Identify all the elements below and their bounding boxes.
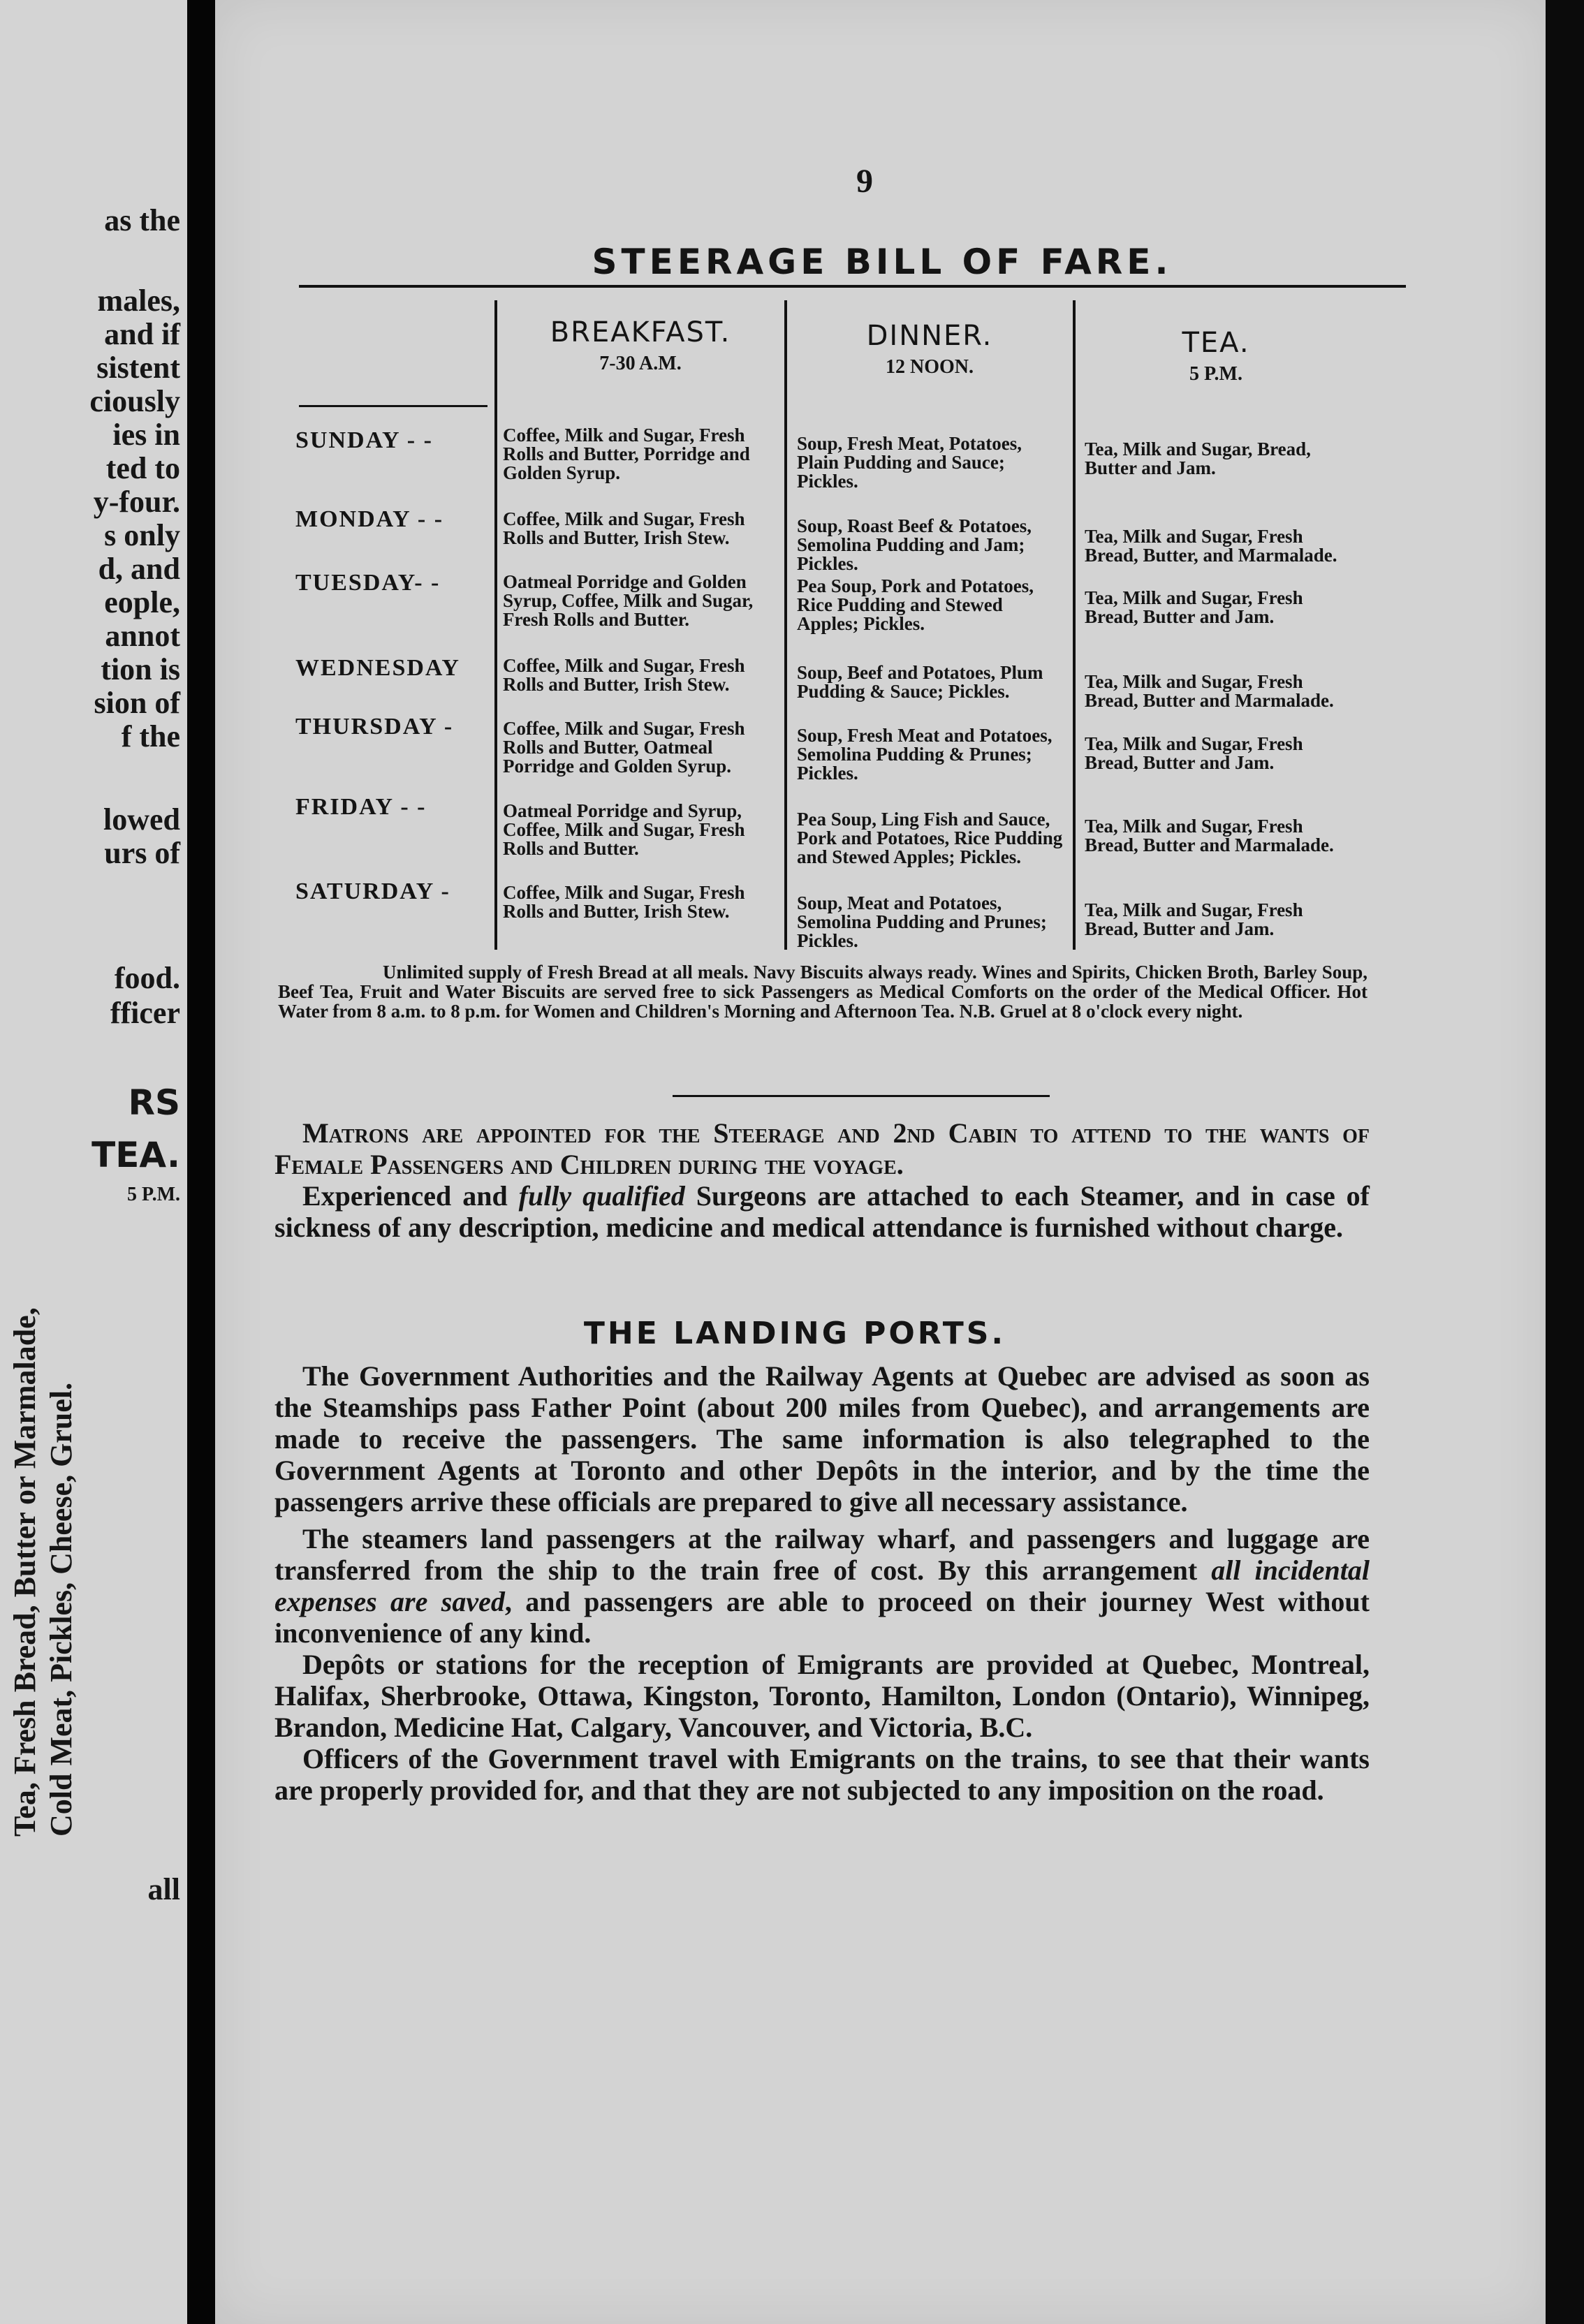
matrons-surgeons-text: [274, 1117, 1370, 1243]
facing-page-line: eople,: [104, 585, 180, 619]
landing-paragraph: Officers of the Government travel with Emigrants on the trains, to see that their wants are properly provided for, and that they are not subjected to any imposition on the road.: [274, 1743, 1370, 1806]
facing-page-line: fficer: [110, 996, 180, 1030]
breakfast-cell: Coffee, Milk and Sugar, Fresh Rolls and Butter, Irish Stew.: [503, 655, 745, 695]
facing-heading-fragment: RS: [128, 1082, 180, 1123]
facing-page-line: ciously: [89, 384, 180, 418]
page-9: [215, 0, 1546, 2324]
facing-tea-time: 5 P.M.: [127, 1184, 180, 1205]
facing-page-line: sistent: [96, 351, 180, 385]
table-column-divider: [494, 300, 497, 950]
facing-page-line: food.: [114, 961, 180, 995]
facing-rotated-menu-line-2: Cold Meat, Pickles, Cheese, Gruel.: [44, 1382, 78, 1837]
table-column-divider: [1073, 300, 1076, 950]
facing-page-line: all: [147, 1872, 180, 1906]
table-day-rule: [299, 405, 487, 407]
facing-page-line: as the: [104, 203, 180, 237]
dinner-cell: Soup, Roast Beef & Potatoes, Semolina Pudding and Jam; Pickles.: [797, 515, 1032, 574]
facing-page-line: tion is: [101, 652, 180, 686]
tea-cell: Tea, Milk and Sugar, Fresh Bread, Butter and Marmalade.: [1085, 671, 1334, 711]
facing-page-line: f the: [121, 719, 180, 753]
breakfast-cell: Coffee, Milk and Sugar, Fresh Rolls and Butter, Irish Stew.: [503, 508, 745, 548]
facing-page-line: ies in: [112, 418, 180, 452]
bill-of-fare-title: STEERAGE BILL OF FARE.: [592, 242, 1173, 282]
facing-page-line: sion of: [94, 686, 180, 720]
facing-page-line: annot: [105, 619, 180, 653]
day-label: SATURDAY -: [295, 878, 450, 904]
facing-page: [0, 0, 187, 2324]
tea-cell: Tea, Milk and Sugar, Fresh Bread, Butter and Jam.: [1085, 899, 1303, 939]
landing-paragraph: The steamers land passengers at the railway wharf, and passengers and luggage are transferred from the ship to the train free of cost. By this arrangement all incidental expenses are saved, and passengers are able to proceed on their journey West without inconvenience of any kind.: [274, 1523, 1370, 1649]
dinner-cell: Soup, Fresh Meat, Potatoes, Plain Pudding and Sauce; Pickles.: [797, 433, 1022, 492]
facing-rotated-menu-line-1: Tea, Fresh Bread, Butter or Marmalade,: [8, 1307, 42, 1837]
breakfast-cell: Coffee, Milk and Sugar, Fresh Rolls and Butter, Irish Stew.: [503, 882, 745, 922]
landing-paragraph: The Government Authorities and the Railway Agents at Quebec are advised as soon as the Steamships pass Father Point (about 200 miles from Quebec), and arrangements are made to receive the passengers. The same information is also telegraphed to the Government Agents at Toronto and other Depôts in the interior, and by the time the passengers arrive these officials are prepared to give all necessary assistance.: [274, 1360, 1370, 1517]
day-label: FRIDAY - -: [295, 794, 427, 820]
day-label: SUNDAY - -: [295, 427, 433, 453]
facing-page-line: y-four.: [93, 485, 180, 519]
breakfast-cell: Coffee, Milk and Sugar, Fresh Rolls and Butter, Porridge and Golden Syrup.: [503, 425, 750, 483]
dinner-cell: Soup, Meat and Potatoes, Semolina Pudding and Prunes; Pickles.: [797, 892, 1047, 951]
page-number: 9: [856, 163, 873, 200]
landing-ports-heading: THE LANDING PORTS.: [583, 1316, 1006, 1351]
book-gutter: [187, 0, 215, 2324]
dinner-cell: Soup, Fresh Meat and Potatoes, Semolina Pudding & Prunes; Pickles.: [797, 725, 1053, 784]
tea-cell: Tea, Milk and Sugar, Fresh Bread, Butter and Jam.: [1085, 733, 1303, 773]
table-top-rule: [299, 285, 1406, 288]
dinner-cell: Soup, Beef and Potatoes, Plum Pudding & Sauce; Pickles.: [797, 662, 1043, 702]
tea-cell: Tea, Milk and Sugar, Fresh Bread, Butter, and Marmalade.: [1085, 526, 1337, 566]
table-column-divider: [784, 300, 787, 950]
day-label: MONDAY - -: [295, 506, 444, 532]
facing-page-line: lowed: [103, 802, 180, 837]
tea-cell: Tea, Milk and Sugar, Bread, Butter and Jam.: [1085, 439, 1311, 478]
column-header-tea: TEA. 5 P.M.: [1182, 327, 1250, 385]
facing-tea-heading: TEA.: [91, 1135, 180, 1175]
dinner-cell: Pea Soup, Ling Fish and Sauce, Pork and Potatoes, Rice Pudding and Stewed Apples; Pickles.: [797, 809, 1063, 867]
day-label: THURSDAY -: [295, 714, 454, 740]
breakfast-cell: Oatmeal Porridge and Golden Syrup, Coffee, Milk and Sugar, Fresh Rolls and Butter.: [503, 571, 754, 630]
facing-page-line: urs of: [104, 836, 180, 870]
facing-page-line: males,: [97, 284, 180, 318]
breakfast-cell: Oatmeal Porridge and Syrup, Coffee, Milk and Sugar, Fresh Rolls and Butter.: [503, 800, 745, 859]
column-header-breakfast: BREAKFAST. 7-30 A.M.: [550, 316, 731, 374]
matrons-paragraph: Matrons are appointed for the Steerage and 2nd Cabin to attend to the wants of Female Passengers and Children during the voyage.: [274, 1117, 1370, 1180]
dinner-cell: Pea Soup, Pork and Potatoes, Rice Pudding and Stewed Apples; Pickles.: [797, 575, 1034, 634]
surgeons-paragraph: Experienced and fully qualified Surgeons are attached to each Steamer, and in case of sickness of any description, medicine and medical attendance is furnished without charge.: [274, 1180, 1370, 1243]
landing-ports-text: [274, 1360, 1370, 1806]
breakfast-cell: Coffee, Milk and Sugar, Fresh Rolls and Butter, Oatmeal Porridge and Golden Syrup.: [503, 718, 745, 777]
facing-page-line: d, and: [98, 552, 180, 586]
tea-cell: Tea, Milk and Sugar, Fresh Bread, Butter and Marmalade.: [1085, 816, 1334, 855]
section-divider: [673, 1095, 1050, 1097]
page-edge: [1546, 0, 1584, 2324]
landing-paragraph: Depôts or stations for the reception of Emigrants are provided at Quebec, Montreal, Halifax, Sherbrooke, Ottawa, Kingston, Toronto, Hamilton, London (Ontario), Winnipeg, Brandon, Medicine Hat, Calgary, Vancouver, and Victoria, B.C.: [274, 1649, 1370, 1743]
facing-page-line: and if: [104, 317, 180, 351]
day-label: WEDNESDAY: [295, 655, 460, 681]
table-footnote: Unlimited supply of Fresh Bread at all meals. Navy Biscuits always ready. Wines and Spirits, Chicken Broth, Barley Soup, Beef Tea, Fruit and Water Biscuits are served free to sick Passengers as Medical Comforts on the order of the Medical Officer. Hot Water from 8 a.m. to 8 p.m. for Women and Children's Morning and Afternoon Tea. N.B. Gruel at 8 o'clock every night.: [278, 962, 1367, 1022]
column-header-dinner: DINNER. 12 NOON.: [866, 320, 993, 378]
facing-page-line: s only: [104, 518, 180, 552]
tea-cell: Tea, Milk and Sugar, Fresh Bread, Butter and Jam.: [1085, 587, 1303, 627]
day-label: TUESDAY- -: [295, 570, 441, 596]
facing-page-line: ted to: [105, 451, 180, 485]
